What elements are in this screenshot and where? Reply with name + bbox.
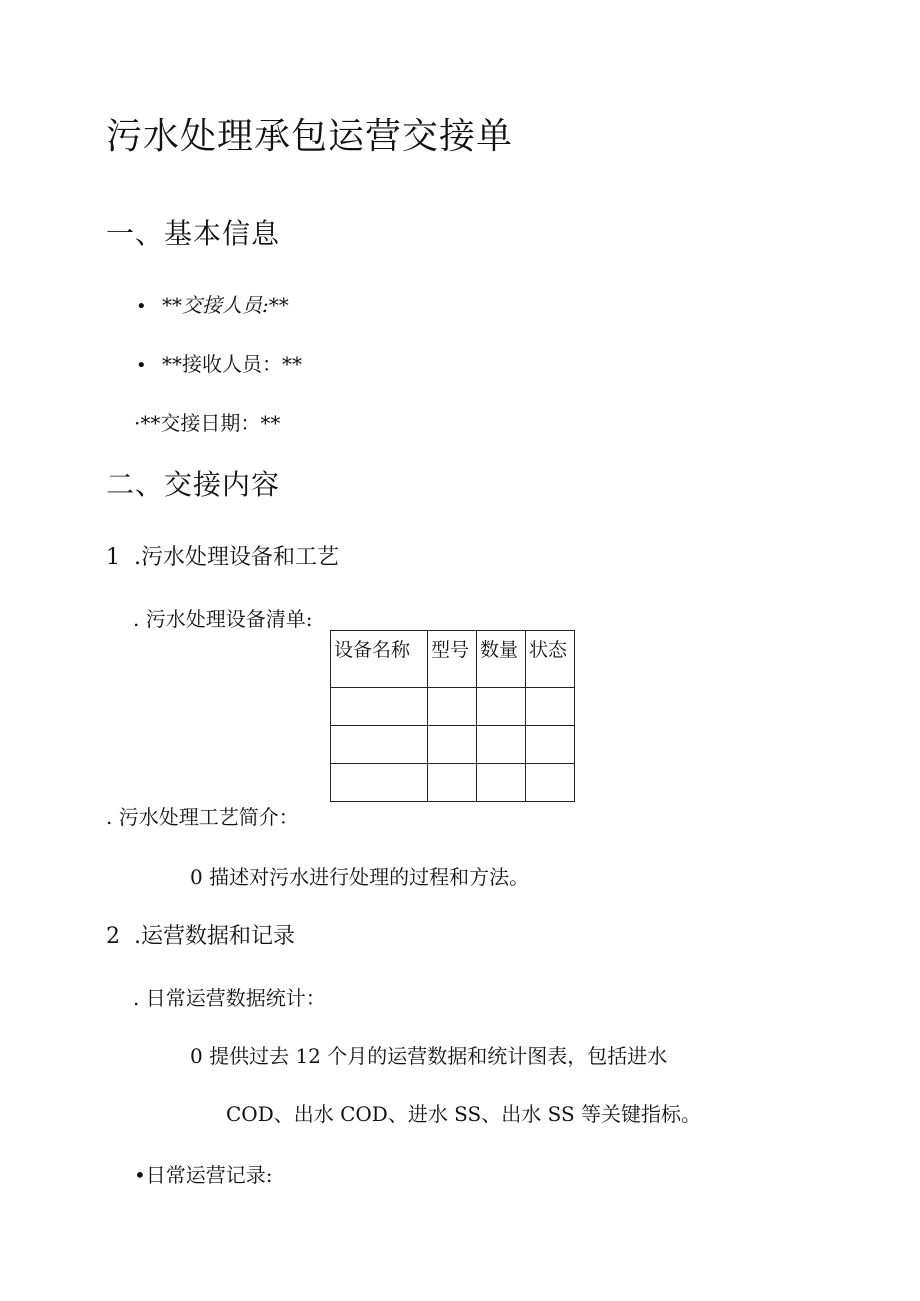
table-row: [331, 726, 575, 764]
table-row: [331, 688, 575, 726]
section-2-heading: 二、交接内容: [106, 468, 281, 501]
table-header-status: 状态: [526, 631, 575, 688]
table-cell: [331, 688, 428, 726]
handover-date-label: ·**交接日期：**: [134, 411, 281, 435]
subsection-1-title: [106, 542, 339, 574]
subsection-2-number: 2: [106, 924, 120, 949]
subsection-2-title: [106, 921, 295, 953]
equipment-table: [330, 630, 575, 802]
receiver-label: **接收人员：**: [162, 352, 302, 376]
table-cell: [428, 764, 477, 802]
table-cell: [331, 726, 428, 764]
table-cell: [526, 764, 575, 802]
daily-stats-text-line1: 0 提供过去 12 个月的运营数据和统计图表，包括进水: [190, 1044, 668, 1068]
table-header-row: [331, 631, 575, 688]
table-cell: [477, 688, 526, 726]
handover-date-item: [134, 408, 280, 438]
section-1-heading: 一、基本信息: [106, 217, 281, 250]
table-header-quantity: 数量: [477, 631, 526, 688]
receiver-item: [136, 349, 302, 381]
daily-stats-label: . 日常运营数据统计：: [133, 986, 326, 1010]
table-cell: [428, 726, 477, 764]
subsection-2-text: .运营数据和记录: [134, 924, 295, 949]
table-row: [331, 764, 575, 802]
process-intro-label: . 污水处理工艺简介：: [106, 805, 299, 829]
handover-person-item: [136, 290, 289, 322]
subsection-1-number: 1: [106, 545, 120, 570]
table-cell: [331, 764, 428, 802]
table-header-model: 型号: [428, 631, 477, 688]
table-cell: [477, 726, 526, 764]
handover-person-label: **交接人员:**: [162, 293, 289, 317]
document-title: 污水处理承包运营交接单: [106, 116, 514, 157]
bullet-icon: •: [136, 296, 147, 317]
table-header-name: 设备名称: [331, 631, 428, 688]
table-cell: [477, 764, 526, 802]
table-cell: [428, 688, 477, 726]
table-cell: [526, 726, 575, 764]
table-cell: [526, 688, 575, 726]
daily-stats-text-line2: COD、出水 COD、进水 SS、出水 SS 等关键指标。: [226, 1102, 701, 1126]
bullet-icon: •: [136, 355, 147, 376]
equipment-list-label: . 污水处理设备清单:: [133, 607, 313, 631]
subsection-1-text: .污水处理设备和工艺: [134, 545, 339, 570]
process-intro-text: 0 描述对污水进行处理的过程和方法。: [190, 865, 530, 889]
daily-records-label: •日常运营记录:: [134, 1163, 273, 1187]
